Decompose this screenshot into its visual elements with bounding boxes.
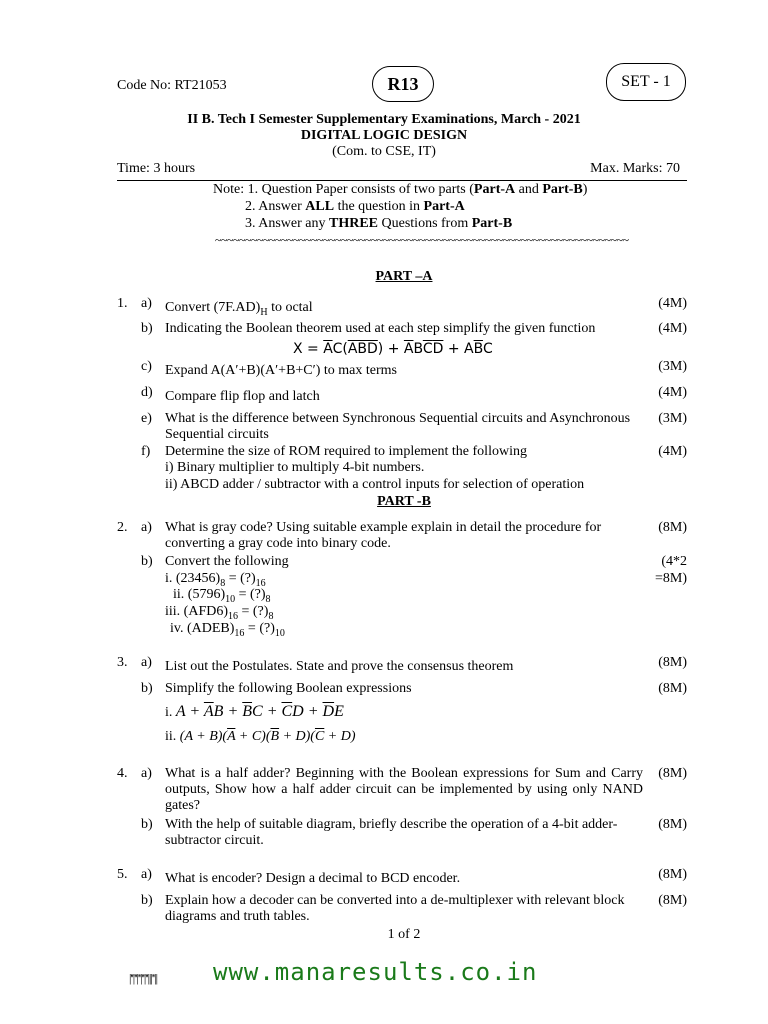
marks-4a: (8M) <box>658 766 687 781</box>
question-1a-text: Convert $(7F.AD)_H$ to octal <box>165 300 313 318</box>
note-2: 2. Answer ALL the question in Part-A <box>245 199 465 214</box>
subject-title: DIGITAL LOGIC DESIGN <box>300 128 468 143</box>
question-4b-text: With the help of suitable diagram, briefly describe the operation of a 4-bit adder-subtractor circuit. <box>165 817 618 848</box>
marks-5b: (8M) <box>658 893 687 908</box>
sub-label-3b: b) <box>141 681 153 696</box>
question-4a-text: What is a half adder? Beginning with the Boolean expressions for Sum and Carry outputs, Show how a half adder circuit can be implemented by using only NAND gates? <box>165 766 643 813</box>
conversion-iii: iii. $(AFD6)_{16}$ = $(?)_8$ <box>165 604 274 622</box>
expression-ii: ii. $(A + B)(\overline{A} + C)(\overline{B} + D)(\overline{C} + D)$ <box>165 729 356 744</box>
expression-i: i. $A + \overline{A}B + \overline{B}C + \overline{C}D + \overline{D}E$ <box>165 703 344 720</box>
marks-1e: (3M) <box>658 411 687 426</box>
question-number-2: 2. <box>117 520 128 535</box>
question-number-1: 1. <box>117 296 128 311</box>
marks-1f: (4M) <box>658 444 687 459</box>
question-2b-text: Convert the following <box>165 554 289 569</box>
note-3: 3. Answer any THREE Questions from Part-B <box>245 216 513 231</box>
tilde-separator: ~~~~~~~~~~~~~~~~~~~~~~~~~~~~~~~~~~~~~~~~~~~~~~~~~~~~~~~~~~~~~~~~~~~~~ <box>215 233 629 247</box>
question-1b-text: Indicating the Boolean theorem used at each step simplify the given function <box>165 321 596 336</box>
note-1: Note: 1. Question Paper consists of two parts (Part-A and Part-B) <box>213 182 588 197</box>
sub-label-5b: b) <box>141 893 153 908</box>
question-number-5: 5. <box>117 867 128 882</box>
marks-2b-line2: =8M) <box>654 571 687 586</box>
marks-2a: (8M) <box>658 520 687 535</box>
question-1f-i: i) Binary multiplier to multiply 4-bit numbers. <box>165 460 425 475</box>
boolean-function-x: $X = \overline{A}C(ABD) + \overline{A}B\overline{C}\overline{D} + A\overline{B}C$ <box>293 341 493 357</box>
sub-label-3a: a) <box>141 655 152 670</box>
sub-label-2b: b) <box>141 554 153 569</box>
sub-label-1e: e) <box>141 411 152 426</box>
regulation-badge: R13 <box>372 66 434 102</box>
marks-1d: (4M) <box>658 385 687 400</box>
sub-label-4a: a) <box>141 766 152 781</box>
code-number: Code No: RT21053 <box>117 78 227 93</box>
sub-label-1b: b) <box>141 321 153 336</box>
website-link[interactable]: www.manaresults.co.in <box>213 958 538 986</box>
sub-label-5a: a) <box>141 867 152 882</box>
page-number: 1 of 2 <box>387 927 421 942</box>
conversion-ii: ii. $(5796)_{10}$ = $(?)_8$ <box>173 587 271 605</box>
marks-3b: (8M) <box>658 681 687 696</box>
marks-1c: (3M) <box>658 359 687 374</box>
header-rule <box>117 180 687 181</box>
question-number-4: 4. <box>117 766 128 781</box>
question-2a-text: What is gray code? Using suitable example explain in detail the procedure for converting a gray code into binary code. <box>165 520 602 551</box>
branch-info: (Com. to CSE, IT) <box>332 144 436 159</box>
part-a-heading: PART –A <box>375 269 433 284</box>
question-5a-text: What is encoder? Design a decimal to BCD encoder. <box>165 871 461 886</box>
barcode: |''|''|''|''|''|||''|| <box>129 971 157 985</box>
question-5b-text: Explain how a decoder can be converted into a de-multiplexer with relevant block diagrams and truth tables. <box>165 893 625 924</box>
conversion-iv: iv. $(ADEB)_{16}$ = $(?)_{10}$ <box>170 621 285 639</box>
marks-2b-line1: (4*2 <box>661 554 687 569</box>
exam-title: II B. Tech I Semester Supplementary Examinations, March - 2021 <box>187 112 581 127</box>
marks-1b: (4M) <box>658 321 687 336</box>
question-1c-text: Expand A(A′+B)(A′+B+C′) to max terms <box>165 363 397 378</box>
sub-label-2a: a) <box>141 520 152 535</box>
question-1f-ii: ii) ABCD adder / subtractor with a control inputs for selection of operation <box>165 477 585 492</box>
question-3a-text: List out the Postulates. State and prove the consensus theorem <box>165 659 514 674</box>
set-badge: SET - 1 <box>606 63 686 101</box>
max-marks: Max. Marks: 70 <box>590 161 680 176</box>
question-number-3: 3. <box>117 655 128 670</box>
sub-label-1a: a) <box>141 296 152 311</box>
marks-5a: (8M) <box>658 867 687 882</box>
marks-3a: (8M) <box>658 655 687 670</box>
marks-4b: (8M) <box>658 817 687 832</box>
sub-label-4b: b) <box>141 817 153 832</box>
exam-time: Time: 3 hours <box>117 161 196 176</box>
sub-label-1d: d) <box>141 385 153 400</box>
part-b-heading: PART -B <box>377 494 431 509</box>
question-3b-text: Simplify the following Boolean expressions <box>165 681 412 696</box>
question-1e-text: What is the difference between Synchronous Sequential circuits and Asynchronous Sequential circuits <box>165 411 631 442</box>
conversion-i: i. $(23456)_8$ = $(?)_{16}$ <box>165 571 266 589</box>
sub-label-1f: f) <box>141 444 151 459</box>
question-1d-text: Compare flip flop and latch <box>165 389 320 404</box>
sub-label-1c: c) <box>141 359 152 374</box>
marks-1a: (4M) <box>658 296 687 311</box>
question-1f-text: Determine the size of ROM required to implement the following <box>165 444 527 459</box>
